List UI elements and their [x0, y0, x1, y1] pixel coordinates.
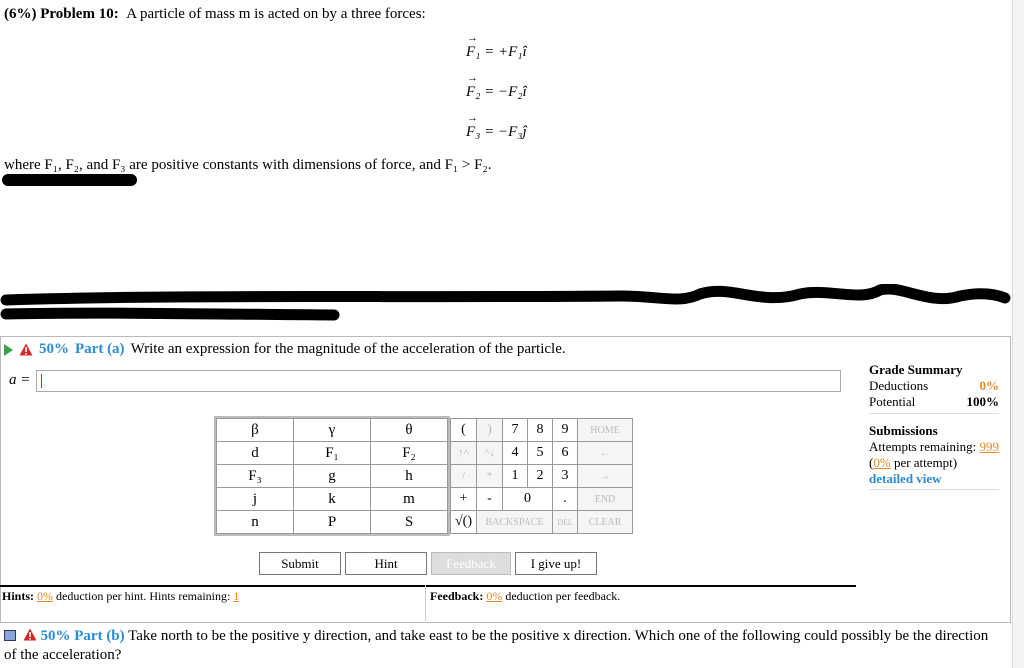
redaction-scribble — [0, 284, 1012, 324]
feedback-deduction: 0% — [486, 589, 503, 603]
problem-weight: (6%) — [4, 6, 37, 22]
key-4[interactable]: 4 — [503, 442, 528, 465]
key-1[interactable]: 1 — [503, 465, 528, 488]
key-9[interactable]: 9 — [553, 419, 578, 442]
key-left-arrow[interactable]: ← — [578, 442, 633, 465]
key-dot[interactable]: . — [553, 488, 578, 511]
deductions-row — [869, 378, 999, 394]
problem-header — [4, 6, 426, 23]
symbol-gamma[interactable]: γ — [294, 419, 371, 442]
per-attempt-row: (0% per attempt) — [869, 455, 958, 470]
key-sqrt[interactable]: √() — [451, 511, 477, 534]
answer-label: a = — [9, 372, 31, 388]
per-attempt-label: per attempt) — [893, 455, 958, 470]
part-b-percent: 50% — [40, 628, 71, 644]
key-8[interactable]: 8 — [528, 419, 553, 442]
symbol-f3[interactable]: F₃ — [217, 465, 294, 488]
symbol-s[interactable]: S — [371, 511, 448, 534]
feedback-button[interactable]: Feedback — [431, 552, 511, 575]
warning-icon — [23, 628, 37, 641]
hint-button[interactable]: Hint — [345, 552, 427, 575]
grade-summary-title: Grade Summary — [869, 362, 963, 377]
potential-row — [869, 394, 999, 410]
window-edge — [1012, 0, 1024, 668]
part-a-title — [4, 341, 566, 358]
key-2[interactable]: 2 — [528, 465, 553, 488]
part-b-label: Part (b) — [74, 628, 125, 644]
symbol-p[interactable]: P — [294, 511, 371, 534]
symbol-j[interactable]: j — [217, 488, 294, 511]
equation-1-rhs: = +F₁î — [484, 44, 527, 60]
keypad — [450, 418, 633, 534]
grade-summary — [869, 362, 999, 414]
key-multiply[interactable]: * — [477, 465, 503, 488]
equation-2-rhs: = −F₂î — [484, 84, 527, 100]
equation-3-rhs: = −F₃ĵ — [484, 124, 527, 140]
key-home[interactable]: HOME — [578, 419, 633, 442]
attempts-value: 999 — [979, 439, 999, 454]
key-0[interactable]: 0 — [503, 488, 553, 511]
key-up-caret[interactable]: ↑^ — [451, 442, 477, 465]
deductions-label: Deductions — [869, 378, 929, 393]
equation-2-lhs: → F₂ — [466, 84, 480, 101]
key-open-paren[interactable]: ( — [451, 419, 477, 442]
submissions-box — [869, 423, 999, 490]
hints-info — [2, 589, 239, 604]
submissions-title: Submissions — [869, 423, 938, 438]
problem-statement: A particle of mass m is acted on by a three forces: — [126, 6, 426, 22]
potential-value: 100% — [966, 394, 999, 409]
key-6[interactable]: 6 — [553, 442, 578, 465]
equation-1 — [466, 44, 527, 61]
equation-2 — [466, 84, 527, 101]
monitor-icon — [4, 630, 16, 641]
symbol-m[interactable]: m — [371, 488, 448, 511]
divider — [425, 585, 426, 621]
key-divide[interactable]: / — [451, 465, 477, 488]
hints-remaining: 1 — [233, 589, 240, 603]
symbol-k[interactable]: k — [294, 488, 371, 511]
deductions-value: 0% — [979, 378, 999, 393]
detailed-view-link[interactable]: detailed view — [869, 471, 942, 486]
potential-label: Potential — [869, 394, 916, 409]
feedback-info — [430, 589, 620, 604]
text-caret — [41, 374, 42, 388]
answer-input[interactable] — [36, 370, 841, 392]
part-a-percent: 50% — [39, 341, 69, 357]
symbol-n[interactable]: n — [217, 511, 294, 534]
key-minus[interactable]: - — [477, 488, 503, 511]
key-5[interactable]: 5 — [528, 442, 553, 465]
key-7[interactable]: 7 — [503, 419, 528, 442]
symbol-beta[interactable]: β — [217, 419, 294, 442]
key-del[interactable]: DEL — [553, 511, 578, 534]
feedback-text: deduction per feedback. — [505, 589, 621, 603]
key-end[interactable]: END — [578, 488, 633, 511]
play-icon[interactable] — [4, 344, 13, 356]
key-3[interactable]: 3 — [553, 465, 578, 488]
part-a-question: Write an expression for the magnitude of the acceleration of the particle. — [130, 341, 566, 357]
attempts-label: Attempts remaining: — [869, 439, 977, 454]
equation-3-lhs: → F₃ — [466, 124, 480, 141]
symbol-palette — [216, 418, 448, 534]
redaction-mark — [2, 174, 137, 186]
key-clear[interactable]: CLEAR — [578, 511, 633, 534]
hints-text: deduction per hint. Hints remaining: — [56, 589, 231, 603]
symbol-theta[interactable]: θ — [371, 419, 448, 442]
feedback-label: Feedback: — [430, 589, 484, 603]
symbol-f1[interactable]: F₁ — [294, 442, 371, 465]
key-right-arrow[interactable]: → — [578, 465, 633, 488]
symbol-h[interactable]: h — [371, 465, 448, 488]
per-attempt-value: 0% — [873, 455, 891, 470]
warning-icon — [19, 343, 33, 356]
key-backspace[interactable]: BACKSPACE — [477, 511, 553, 534]
hints-label: Hints: — [2, 589, 35, 603]
key-plus[interactable]: + — [451, 488, 477, 511]
where-statement: where F₁, F₂, and F₃ are positive constants with dimensions of force, and F₁ > F₂. — [4, 157, 492, 173]
hints-deduction: 0% — [37, 589, 54, 603]
submit-button[interactable]: Submit — [259, 552, 341, 575]
equation-3 — [466, 124, 527, 141]
part-b-title[interactable] — [4, 627, 1004, 665]
attempts-row — [869, 439, 999, 455]
part-b-question: Take north to be the positive y direction, and take east to be the positive x direction. Which one of the following could possibly be the direction of the acceleration? — [4, 628, 989, 663]
equation-1-lhs: → F₁ — [466, 44, 480, 61]
key-down-caret[interactable]: ^↓ — [477, 442, 503, 465]
part-a-label: Part (a) — [75, 341, 125, 357]
key-close-paren[interactable]: ) — [477, 419, 503, 442]
symbol-g[interactable]: g — [294, 465, 371, 488]
symbol-d[interactable]: d — [217, 442, 294, 465]
give-up-button[interactable]: I give up! — [515, 552, 597, 575]
problem-number: Problem 10: — [40, 6, 119, 22]
symbol-f2[interactable]: F₂ — [371, 442, 448, 465]
